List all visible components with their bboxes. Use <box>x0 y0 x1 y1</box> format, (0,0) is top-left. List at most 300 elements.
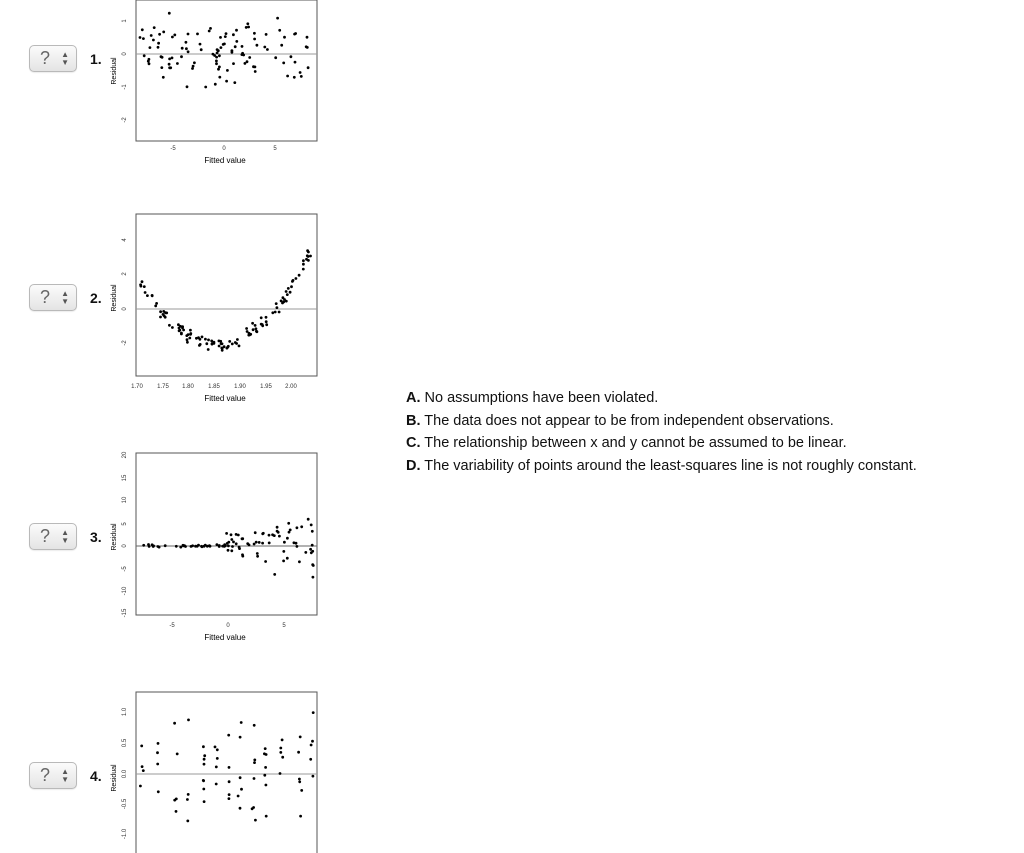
residual-point <box>263 46 266 49</box>
residual-point <box>230 549 233 552</box>
choice-letter: B. <box>406 412 421 429</box>
residual-point <box>186 338 189 341</box>
residual-point <box>231 343 234 346</box>
choice-letter: A. <box>406 390 421 406</box>
residual-point <box>278 311 281 314</box>
residual-point <box>181 327 184 330</box>
residual-point <box>298 778 301 781</box>
y-tick-label: -10 <box>122 586 128 596</box>
y-axis-label: Residual <box>111 57 118 85</box>
residual-point <box>298 274 301 277</box>
residual-point <box>263 774 266 777</box>
residual-point <box>218 76 221 79</box>
residual-point <box>211 343 214 346</box>
residual-point <box>155 302 158 305</box>
residual-point <box>223 43 226 46</box>
residual-point <box>146 294 149 297</box>
plot-number: 3. <box>90 529 102 545</box>
residual-point <box>171 36 174 39</box>
residual-point <box>151 294 154 297</box>
residual-point <box>278 29 281 32</box>
residual-point <box>253 724 256 727</box>
residual-point <box>218 545 221 548</box>
residual-point <box>228 793 231 796</box>
residual-point <box>268 534 271 537</box>
residual-point <box>182 544 185 547</box>
residual-point <box>293 541 296 544</box>
residual-point <box>248 56 251 59</box>
residual-point <box>203 758 206 761</box>
x-tick-label: 5 <box>282 623 286 629</box>
residual-point <box>224 35 227 38</box>
x-tick-label: 2.00 <box>285 384 297 390</box>
residual-point <box>185 47 188 50</box>
up-down-arrows-icon: ▲ ▼ <box>61 766 69 784</box>
residual-point <box>241 553 244 556</box>
residual-point <box>293 76 296 79</box>
residual-point <box>256 555 259 558</box>
residual-point <box>299 736 302 739</box>
select-value: ? <box>40 765 51 785</box>
residual-point <box>225 532 228 535</box>
residual-point <box>261 323 264 326</box>
residual-point <box>299 71 302 74</box>
residual-point <box>175 798 178 801</box>
residual-point <box>221 349 224 352</box>
residual-point <box>311 530 314 533</box>
residual-point <box>254 324 257 327</box>
residual-plot-4 <box>104 688 324 853</box>
y-tick-label: -1 <box>122 84 128 90</box>
residual-point <box>227 549 230 552</box>
residual-point <box>289 291 292 294</box>
residual-point <box>185 334 188 337</box>
residual-point <box>312 564 315 567</box>
residual-point <box>143 285 146 288</box>
residual-point <box>179 546 182 549</box>
y-tick-label: 2 <box>122 272 128 276</box>
residual-point <box>274 311 277 314</box>
residual-point <box>227 345 230 348</box>
y-tick-label: 0.0 <box>122 769 128 779</box>
y-tick-label: 15 <box>122 474 128 482</box>
x-tick-label: 1.95 <box>260 384 272 390</box>
residual-point <box>265 320 268 323</box>
residual-point <box>214 83 217 86</box>
residual-point <box>265 316 268 319</box>
residual-point <box>306 254 309 257</box>
residual-point <box>199 43 202 46</box>
residual-point <box>282 301 285 304</box>
choice-c <box>406 432 917 455</box>
residual-point <box>280 300 283 303</box>
residual-point <box>177 323 180 326</box>
x-tick-label: 1.75 <box>157 384 169 390</box>
residual-point <box>235 40 238 43</box>
residual-point <box>148 545 151 548</box>
residual-point <box>302 263 305 266</box>
residual-point <box>175 545 178 548</box>
residual-point <box>227 545 230 548</box>
residual-point <box>187 50 190 53</box>
residual-point <box>309 758 312 761</box>
residual-point <box>173 722 176 725</box>
residual-point <box>186 820 189 823</box>
residual-point <box>285 290 288 293</box>
residual-point <box>218 340 221 343</box>
residual-point <box>187 33 190 36</box>
residual-point <box>234 341 237 344</box>
answer-select-2[interactable] <box>29 284 77 311</box>
residual-point <box>217 68 220 71</box>
residual-point <box>253 761 256 764</box>
residual-point <box>189 329 192 332</box>
plot-frame <box>136 214 317 376</box>
residual-point <box>309 255 312 258</box>
residual-point <box>204 338 207 341</box>
residual-point <box>253 543 256 546</box>
residual-point <box>219 36 222 39</box>
answer-select-3[interactable] <box>29 523 77 550</box>
residual-point <box>248 544 251 547</box>
choice-b <box>406 410 917 433</box>
residual-point <box>218 345 221 348</box>
residual-point <box>185 41 188 44</box>
residual-point <box>256 44 259 47</box>
residual-point <box>164 544 167 547</box>
select-value: ? <box>40 526 51 546</box>
residual-point <box>225 80 228 83</box>
residual-point <box>261 532 264 535</box>
residual-point <box>287 287 290 290</box>
residual-point <box>256 330 259 333</box>
choice-text: No assumptions have been violated. <box>424 390 659 406</box>
residual-point <box>312 775 315 778</box>
residual-point <box>180 55 183 58</box>
residual-point <box>237 795 240 798</box>
residual-point <box>239 736 242 739</box>
answer-choices <box>406 387 917 477</box>
residual-point <box>265 323 268 326</box>
residual-point <box>153 26 156 29</box>
choice-letter: C. <box>406 435 421 451</box>
residual-point <box>236 338 239 341</box>
residual-point <box>274 56 277 59</box>
residual-plot-3 <box>104 449 324 645</box>
residual-point <box>141 280 144 283</box>
y-tick-label: 1 <box>122 19 128 23</box>
residual-point <box>227 734 230 737</box>
residual-point <box>154 305 157 308</box>
x-tick-label: 1.90 <box>234 384 246 390</box>
residual-point <box>252 328 255 331</box>
y-tick-label: 0.5 <box>122 738 128 748</box>
residual-point <box>302 259 305 262</box>
residual-point <box>290 285 293 288</box>
y-tick-label: 5 <box>122 522 128 526</box>
residual-point <box>139 785 142 788</box>
residual-point <box>282 550 285 553</box>
choice-text: The variability of points around the least-squares line is not roughly constant. <box>424 457 917 474</box>
residual-point <box>231 545 234 548</box>
choice-text: The relationship between x and y cannot be assumed to be linear. <box>424 435 847 451</box>
residual-point <box>202 779 205 782</box>
residual-point <box>282 62 285 65</box>
x-tick-label: 1.80 <box>182 384 194 390</box>
residual-point <box>216 748 219 751</box>
residual-point <box>240 721 243 724</box>
residual-point <box>171 57 174 60</box>
residual-point <box>276 526 279 529</box>
residual-plot-1 <box>104 0 324 168</box>
residual-point <box>279 747 282 750</box>
y-axis-label: Residual <box>111 523 118 551</box>
residual-point <box>187 793 190 796</box>
x-tick-label: 0 <box>226 623 230 629</box>
residual-point <box>208 30 211 33</box>
residual-point <box>298 780 301 783</box>
residual-point <box>171 326 174 329</box>
residual-point <box>202 788 205 791</box>
residual-point <box>264 560 267 563</box>
residual-point <box>294 61 297 64</box>
residual-point <box>226 69 229 72</box>
residual-point <box>203 800 206 803</box>
residual-point <box>280 44 283 47</box>
y-tick-label: 0 <box>122 52 128 56</box>
residual-point <box>200 545 203 548</box>
residual-point <box>300 789 303 792</box>
residual-point <box>252 806 255 809</box>
residual-point <box>307 518 310 521</box>
plot-frame <box>136 692 317 853</box>
residual-point <box>142 37 145 40</box>
residual-point <box>253 759 256 762</box>
residual-point <box>237 534 240 537</box>
choice-text: The data does not appear to be from independent observations. <box>424 412 834 429</box>
residual-point <box>161 56 164 59</box>
residual-point <box>215 60 218 63</box>
residual-point <box>152 545 155 548</box>
residual-point <box>140 745 143 748</box>
answer-select-4[interactable] <box>29 762 77 789</box>
plot-number: 2. <box>90 290 102 306</box>
residual-point <box>220 46 223 49</box>
residual-plot-2 <box>104 210 324 406</box>
residual-point <box>214 746 217 749</box>
residual-point <box>200 48 203 51</box>
residual-point <box>264 747 267 750</box>
residual-point <box>178 329 181 332</box>
residual-point <box>281 756 284 759</box>
residual-point <box>241 537 244 540</box>
residual-point <box>143 54 146 57</box>
residual-point <box>310 524 313 527</box>
residual-point <box>241 45 244 48</box>
answer-select-1[interactable] <box>29 45 77 72</box>
select-value: ? <box>40 287 51 307</box>
residual-point <box>231 49 234 52</box>
y-tick-label: -15 <box>122 608 128 618</box>
residual-point <box>258 541 261 544</box>
residual-point <box>216 48 219 51</box>
residual-point <box>287 522 290 525</box>
residual-point <box>235 542 238 545</box>
residual-point <box>238 345 241 348</box>
residual-point <box>203 763 206 766</box>
residual-point <box>209 27 212 30</box>
residual-point <box>197 544 200 547</box>
residual-point <box>207 339 210 342</box>
residual-point <box>247 26 250 29</box>
residual-point <box>278 535 281 538</box>
residual-point <box>187 719 190 722</box>
y-tick-label: -0.5 <box>122 798 128 810</box>
residual-point <box>282 560 285 563</box>
residual-point <box>240 788 243 791</box>
residual-point <box>304 551 307 554</box>
residual-point <box>148 58 151 61</box>
residual-point <box>246 22 249 25</box>
residual-point <box>193 61 196 64</box>
residual-point <box>283 36 286 39</box>
residual-point <box>199 343 202 346</box>
residual-point <box>213 54 216 57</box>
residual-point <box>168 63 171 66</box>
residual-point <box>306 36 309 39</box>
choice-a <box>406 387 917 410</box>
residual-point <box>276 530 279 533</box>
residual-point <box>156 763 159 766</box>
residual-point <box>238 546 241 549</box>
residual-point <box>230 538 233 541</box>
residual-point <box>168 66 171 69</box>
residual-point <box>191 67 194 70</box>
residual-point <box>286 537 289 540</box>
residual-point <box>156 751 159 754</box>
residual-point <box>255 327 258 330</box>
residual-point <box>141 28 144 31</box>
residual-point <box>180 332 183 335</box>
residual-point <box>149 46 152 49</box>
residual-point <box>186 798 189 801</box>
residual-point <box>276 306 279 309</box>
residual-point <box>283 541 286 544</box>
residual-point <box>199 338 202 341</box>
residual-point <box>216 543 219 546</box>
residual-point <box>165 312 168 315</box>
residual-point <box>141 765 144 768</box>
residual-point <box>246 60 249 63</box>
y-axis-label: Residual <box>111 284 118 312</box>
residual-point <box>168 12 171 15</box>
residual-point <box>312 576 315 579</box>
residual-point <box>195 337 198 340</box>
residual-point <box>266 48 269 51</box>
residual-point <box>307 259 310 262</box>
residual-point <box>312 711 315 714</box>
residual-point <box>234 45 237 48</box>
residual-point <box>228 340 231 343</box>
residual-point <box>225 32 228 35</box>
residual-point <box>300 525 303 528</box>
y-tick-label: -2 <box>122 117 128 123</box>
y-axis-label: Residual <box>111 764 118 792</box>
residual-point <box>279 751 282 754</box>
residual-point <box>204 544 207 547</box>
x-tick-label: 0 <box>222 146 226 152</box>
residual-point <box>176 753 179 756</box>
residual-point <box>202 745 205 748</box>
residual-point <box>253 32 256 35</box>
residual-point <box>192 65 195 68</box>
residual-point <box>162 76 165 79</box>
residual-point <box>162 31 165 34</box>
residual-point <box>302 268 305 271</box>
residual-point <box>221 342 224 345</box>
residual-point <box>181 47 184 50</box>
residual-point <box>249 333 252 336</box>
residual-point <box>306 249 309 252</box>
residual-point <box>142 544 145 547</box>
y-tick-label: 4 <box>122 238 128 242</box>
plot-number: 4. <box>90 768 102 784</box>
residual-point <box>252 65 255 68</box>
residual-point <box>254 70 257 73</box>
residual-point <box>142 769 145 772</box>
residual-point <box>203 754 206 757</box>
residual-point <box>239 776 242 779</box>
residual-point <box>204 86 207 89</box>
x-tick-label: 1.70 <box>131 384 143 390</box>
up-down-arrows-icon: ▲ ▼ <box>61 527 69 545</box>
residual-point <box>306 46 309 49</box>
residual-point <box>140 285 143 288</box>
residual-point <box>282 296 285 299</box>
residual-point <box>190 545 193 548</box>
residual-point <box>286 293 289 296</box>
residual-point <box>290 55 293 58</box>
residual-point <box>273 573 276 576</box>
choice-d <box>406 455 917 478</box>
residual-point <box>157 42 160 45</box>
y-tick-label: -5 <box>122 566 128 572</box>
residual-point <box>186 85 189 88</box>
residual-point <box>162 310 165 313</box>
residual-point <box>271 311 274 314</box>
residual-point <box>275 302 278 305</box>
choice-letter: D. <box>406 457 421 474</box>
residual-point <box>310 744 313 747</box>
residual-point <box>279 772 282 775</box>
residual-point <box>228 780 231 783</box>
residual-point <box>157 790 160 793</box>
residual-point <box>295 277 298 280</box>
x-axis-label: Fitted value <box>204 633 246 642</box>
residual-point <box>205 342 208 345</box>
residual-point <box>261 542 264 545</box>
residual-point <box>242 54 245 57</box>
residual-point <box>157 742 160 745</box>
residual-point <box>260 316 263 319</box>
y-tick-label: 0 <box>122 544 128 548</box>
residual-point <box>286 75 289 78</box>
residual-point <box>228 797 231 800</box>
y-tick-label: 20 <box>122 451 128 459</box>
up-down-arrows-icon: ▲ ▼ <box>61 288 69 306</box>
residual-point <box>296 526 299 529</box>
residual-point <box>223 545 226 548</box>
